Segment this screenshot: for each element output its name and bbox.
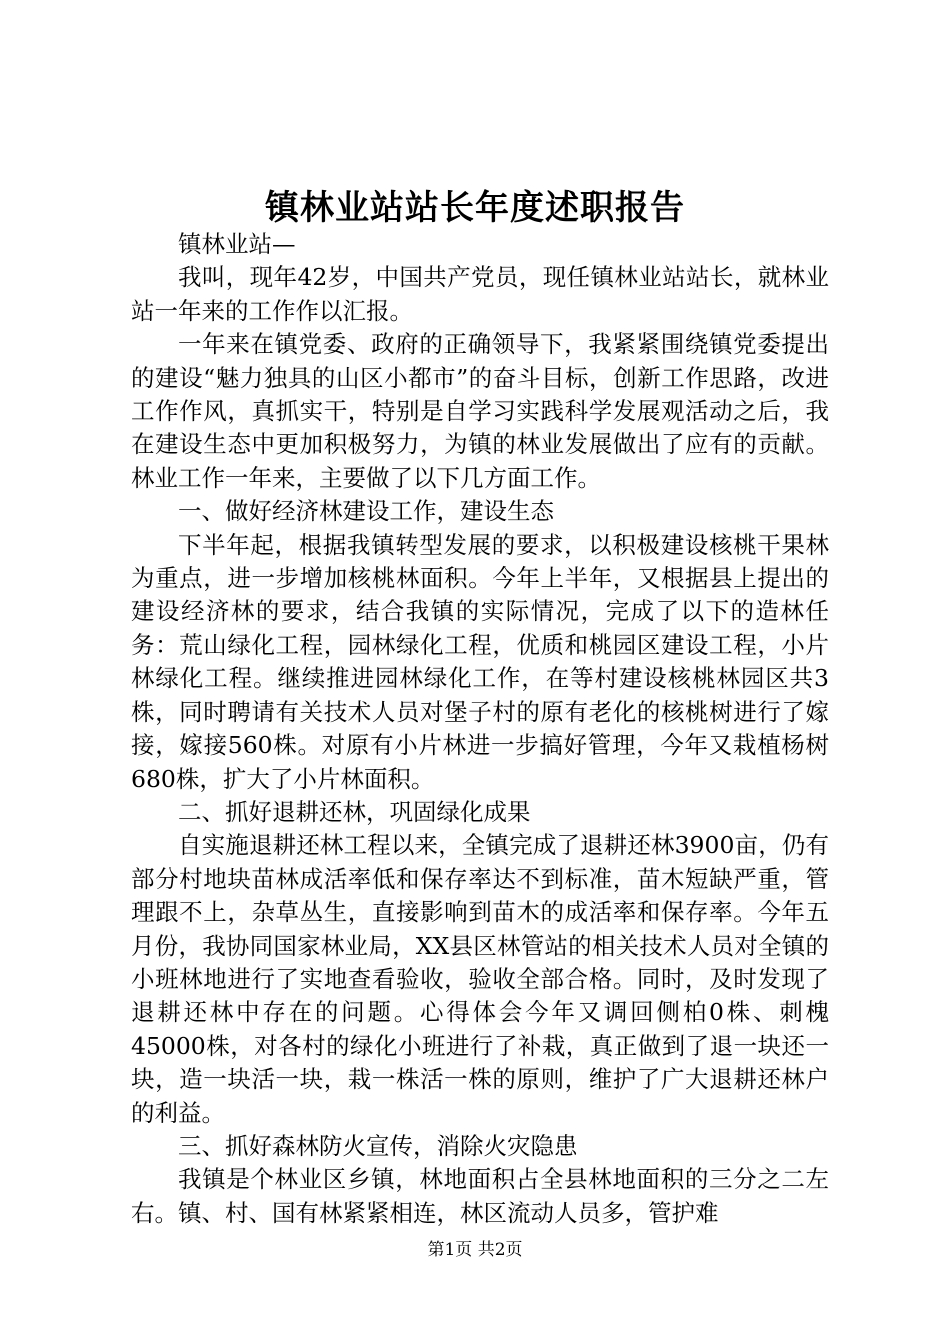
section-heading-3: 三、抓好森林防火宣传，消除火灾隐患 [178, 1131, 578, 1160]
paragraph-salutation: 镇林业站— [178, 230, 296, 258]
section-heading-1: 一、做好经济林建设工作，建设生态 [178, 497, 554, 526]
paragraph-introduction: 我叫，现年42岁，中国共产党员，现任镇林业站站长，就林业站一年来的工作作以汇报。 [131, 263, 829, 325]
page-footer: 第1页 共2页 [427, 1240, 523, 1260]
paragraph-section-3: 我镇是个林业区乡镇，林地面积占全县林地面积的三分之二左右。镇、村、国有林紧紧相连，林区流动人员多，管护难 [131, 1165, 829, 1227]
document-title: 镇林业站站长年度述职报告 [265, 188, 685, 228]
paragraph-section-2: 自实施退耕还林工程以来，全镇完成了退耕还林3900亩，仍有部分村地块苗林成活率低和保存率达不到标准，苗木短缺严重，管理跟不上，杂草丛生，直接影响到苗木的成活率和保存率。今年五月份，我协同国家林业局，XX县区林管站的相关技术人员对全镇的小班林地进行了实地查看验收，验收全部合格。同时，及时发现了退耕还林中存在的问题。心得体会今年又调回侧柏0株、刺槐45000株，对各村的绿化小班进行了补栽，真正做到了退一块还一块，造一块活一块，栽一株活一株的原则，维护了广大退耕还林户的利益。 [131, 831, 829, 1127]
section-heading-2: 二、抓好退耕还林，巩固绿化成果 [178, 797, 531, 826]
paragraph-section-1: 下半年起，根据我镇转型发展的要求，以积极建设核桃干果林为重点，进一步增加核桃林面积。今年上半年，又根据县上提出的建设经济林的要求，结合我镇的实际情况，完成了以下的造林任务：荒山绿化工程，园林绿化工程，优质和桃园区建设工程，小片林绿化工程。继续推进园林绿化工作，在等村建设核桃林园区共3株，同时聘请有关技术人员对堡子村的原有老化的核桃树进行了嫁接，嫁接560株。对原有小片林进一步搞好管理，今年又栽植杨树680株，扩大了小片林面积。 [131, 530, 829, 793]
paragraph-overview: 一年来在镇党委、政府的正确领导下，我紧紧围绕镇党委提出的建设“魅力独具的山区小都市”的奋斗目标，创新工作思路，改进工作作风，真抓实干，特别是自学习实践科学发展观活动之后，我在建设生态中更加积极努力，为镇的林业发展做出了应有的贡献。林业工作一年来，主要做了以下几方面工作。 [131, 330, 829, 492]
document-body [131, 228, 829, 1230]
